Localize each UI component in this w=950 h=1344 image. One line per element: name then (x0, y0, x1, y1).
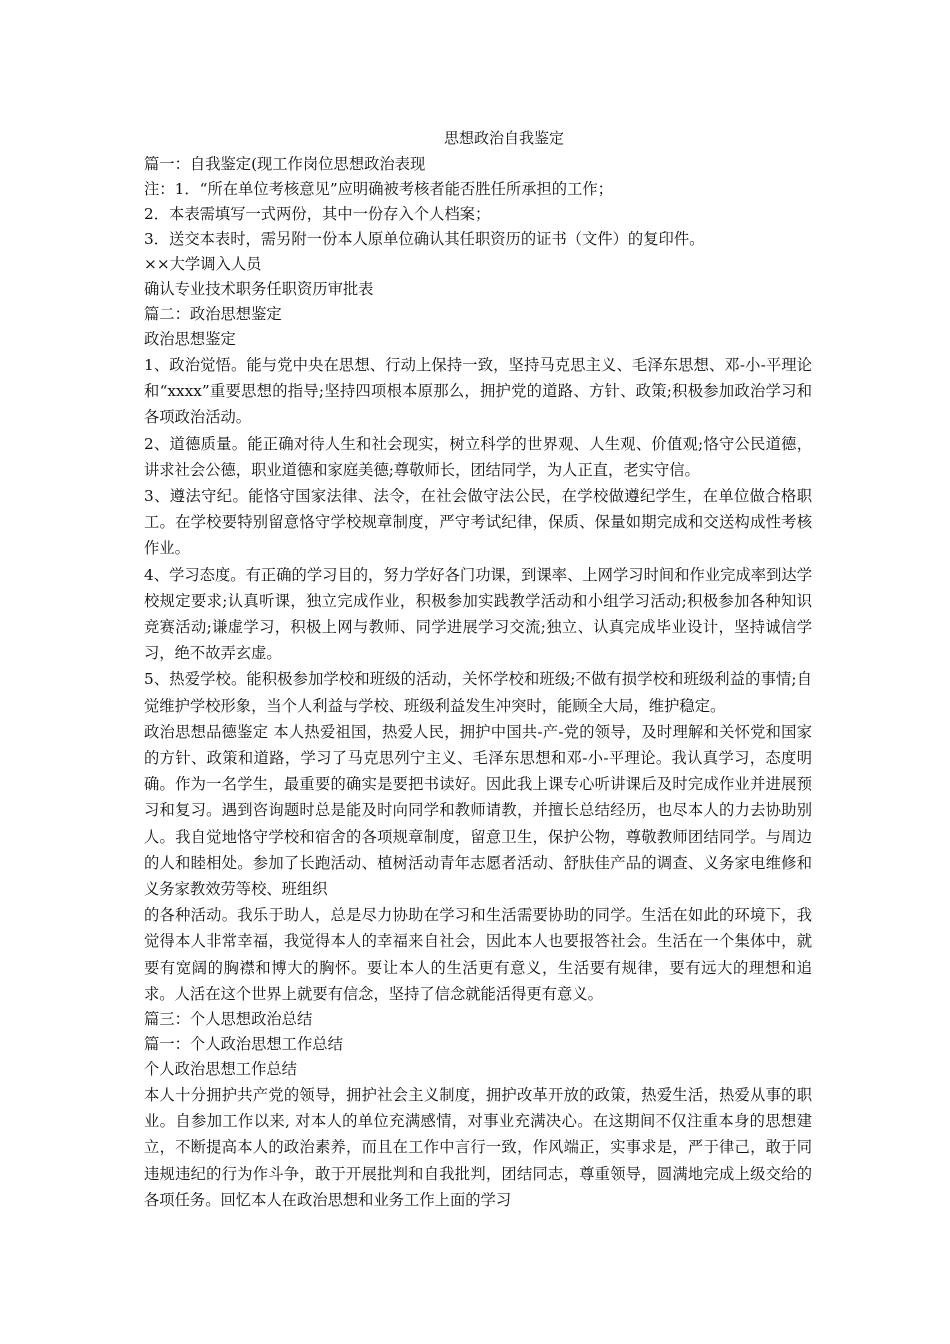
text-line: 2．本表需填写一式两份，其中一份存入个人档案； (144, 205, 491, 223)
text-line: ××大学调入人员 (144, 255, 262, 273)
list-item: 1、政治觉悟。能与党中央在思想、行动上保持一致，坚持马克思主义、毛泽东思想、邓-小-平理论和“xxxx”重要思想的指导;坚持四项根本原那么，拥护党的道路、方针、政策;积极参加政治学习和各项政治活动。 (144, 356, 812, 427)
text-line: 注：1．“所在单位考核意见”应明确被考核者能否胜任所承担的工作； (144, 180, 613, 198)
text-line: 确认专业技术职务任职资历审批表 (144, 280, 374, 298)
list-item: 3、遵法守纪。能恪守国家法律、法令，在社会做守法公民，在学校做遵纪学生，在单位做合格职工。在学校要特别留意恪守学校规章制度，严守考试纪律，保质、保量如期完成和交送构成性考核作业。 (144, 487, 812, 558)
subsection-heading: 个人政治思想工作总结 (144, 1060, 297, 1079)
document-page (144, 126, 812, 1213)
section-heading: 篇二：政治思想鉴定 (144, 305, 282, 323)
assessment-paragraph-continued: 的各种活动。我乐于助人，总是尽力协助在学习和生活需要协助的同学。生活在如此的环境下，我觉得本人非常幸福，我觉得本人的幸福来自社会，因此本人也要报答社会。生活在一个集体中，就要有宽阔的胸襟和博大的胸怀。要让本人的生活更有意义，生活要有规律，要有远大的理想和追求。人活在这个世界上就要有信念，坚持了信念就能活得更有意义。 (144, 906, 812, 1003)
list-item: 2、道德质量。能正确对待人生和社会现实，树立科学的世界观、人生观、价值观;恪守公民道德，讲求社会公德，职业道德和家庭美德;尊敬师长，团结同学，为人正直，老实守信。 (144, 434, 812, 479)
text-line: 政治思想鉴定 (144, 330, 236, 348)
section-heading: 篇三：个人思想政治总结 (144, 1010, 313, 1029)
list-item: 4、学习态度。有正确的学习目的，努力学好各门功课，到课率、上网学习时间和作业完成率到达学校规定要求;认真听课，独立完成作业，积极参加实践教学活动和小组学习活动;积极参加各种知识竞赛活动;谦虚学习，积极上网与教师、同学进展学习交流;独立、认真完成毕业设计，坚持诚信学习，绝不故弄玄虚。 (144, 565, 812, 663)
document-title: 思想政治自我鉴定 (443, 129, 564, 147)
text-line: 篇一：自我鉴定(现工作岗位思想政治表现 (144, 155, 426, 173)
subsection-heading: 篇一：个人政治思想工作总结 (144, 1035, 343, 1054)
assessment-paragraph: 政治思想品德鉴定 本人热爱祖国，热爱人民，拥护中国共-产-党的领导，及时理解和关怀党和国家的方针、政策和道路，学习了马克思列宁主义、毛泽东思想和邓-小-平理论。我认真学习，态度明确。作为一名学生，最重要的确实是要把书读好。因此我上课专心听讲课后及时完成作业并进展预习和复习。遇到咨询题时总是能及时向同学和教师请教，并擅长总结经历，也尽本人的力去协助别人。我自觉地恪守学校和宿舍的各项规章制度，留意卫生，保护公物，尊敬教师团结同学。与周边的人和睦相处。参加了长跑活动、植树活动青年志愿者活动、舒肤佳产品的调查、义务家电维修和义务家教效劳等校、班组织 (144, 722, 812, 899)
list-item: 5、热爱学校。能积极参加学校和班级的活动，关怀学校和班级;不做有损学校和班级利益的事情;自觉维护学校形象，当个人利益与学校、班级利益发生冲突时，能顾全大局，维护稳定。 (144, 670, 812, 715)
text-line: 3．送交本表时，需另附一份本人原单位确认其任职资历的证书（文件）的复印件。 (144, 230, 705, 248)
body-paragraph: 本人十分拥护共产党的领导，拥护社会主义制度，拥护改革开放的政策，热爱生活，热爱从事的职业。自参加工作以来, 对本人的单位充满感情，对事业充满决心。在这期间不仅注重本身的思想建立，不断提高本人的政治素养，而且在工作中言行一致，作风端正，实事求是，严于律己，敢于同违规违纪的行为作斗争，敢于开展批判和自我批判，团结同志，尊重领导，圆满地完成上级交给的各项任务。回忆本人在政治思想和业务工作上面的学习 (144, 1086, 812, 1209)
